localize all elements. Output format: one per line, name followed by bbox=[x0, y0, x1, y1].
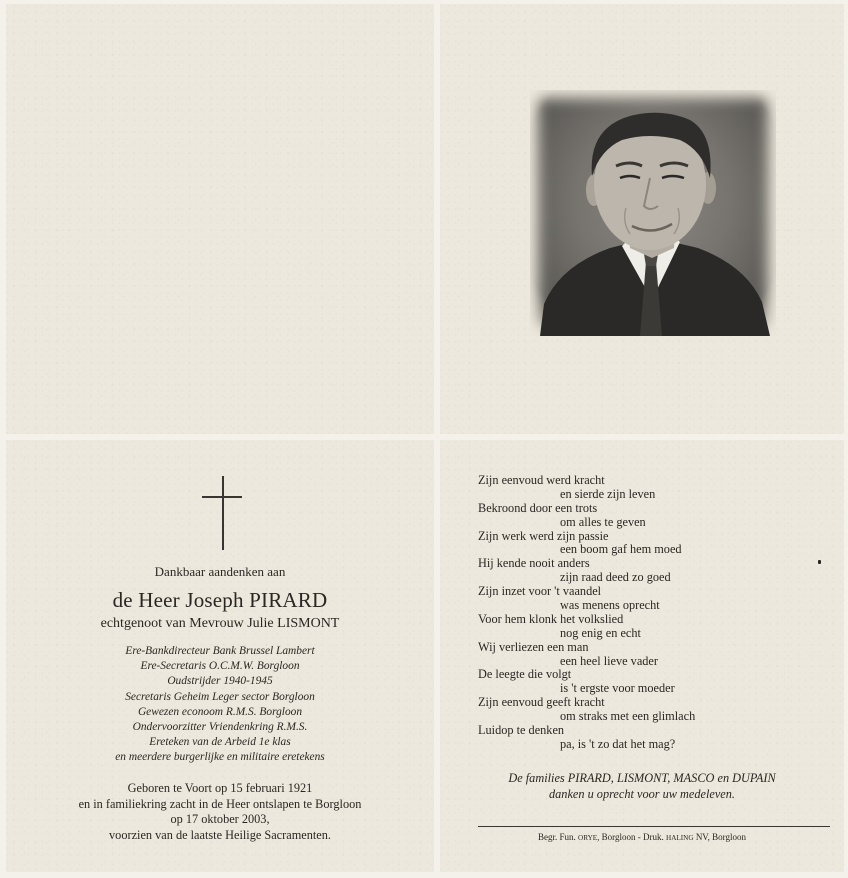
poem-line: Voor hem klonk het volkslied bbox=[478, 611, 624, 626]
poem-line: pa, is 't zo dat het mag? bbox=[560, 736, 676, 751]
printer-credit bbox=[440, 832, 844, 842]
print-speck bbox=[818, 560, 821, 564]
poem-line: De leegte die volgt bbox=[478, 667, 572, 682]
printer-suffix: NV, Borgloon bbox=[693, 832, 746, 842]
poem-line: Zijn eenvoud werd kracht bbox=[478, 473, 605, 487]
title-line: Ondervoorzitter Vriendenkring R.M.S. bbox=[132, 720, 308, 733]
card-back-left bbox=[6, 440, 434, 872]
card-front-right bbox=[440, 4, 844, 434]
printer-haling: HALING bbox=[666, 834, 694, 842]
portrait-illustration bbox=[530, 90, 776, 336]
poem-line: Wij verliezen een man bbox=[478, 639, 589, 654]
spouse-prefix: echtgenoot van Mevrouw Julie bbox=[100, 616, 278, 631]
card-front-left-blank bbox=[6, 4, 434, 434]
intro-text: Dankbaar aandenken aan bbox=[154, 564, 286, 579]
deceased-name bbox=[6, 588, 434, 613]
poem-line: om alles te geven bbox=[560, 514, 646, 529]
title-line: Gewezen econoom R.M.S. Borgloon bbox=[137, 705, 303, 718]
name-surname: PIRARD bbox=[249, 588, 328, 612]
poem-line: was menens oprecht bbox=[560, 598, 660, 613]
spouse-surname: LISMONT bbox=[277, 616, 340, 631]
poem-line: Bekroond door een trots bbox=[478, 500, 598, 515]
poem-line: zijn raad deed zo goed bbox=[560, 570, 671, 585]
card-back-right bbox=[440, 440, 844, 872]
poem-line: is 't ergste voor moeder bbox=[560, 681, 675, 696]
title-line: en meerdere burgerlijke en militaire eretekens bbox=[115, 751, 325, 764]
family-names: De families PIRARD, LISMONT, MASCO en DUPAIN bbox=[508, 771, 776, 785]
printer-middle: , Borgloon - Druk. bbox=[597, 832, 667, 842]
title-line: Secretaris Geheim Leger sector Borgloon bbox=[125, 690, 315, 703]
poem-line: en sierde zijn leven bbox=[560, 486, 656, 501]
poem-line: Hij kende nooit anders bbox=[478, 556, 590, 571]
poem-line: nog enig en echt bbox=[560, 625, 641, 640]
poem bbox=[478, 474, 695, 752]
honorary-titles bbox=[6, 644, 434, 766]
cross-icon-bar bbox=[202, 496, 242, 498]
poem-line: om straks met een glimlach bbox=[560, 709, 696, 724]
divider bbox=[478, 826, 830, 827]
poem-line: Zijn eenvoud geeft kracht bbox=[478, 695, 605, 710]
cross-icon bbox=[222, 476, 224, 550]
title-line: Ereteken van de Arbeid 1e klas bbox=[149, 736, 291, 749]
birth-death-line: en in familiekring zacht in de Heer ontslapen te Borgloon bbox=[78, 796, 362, 811]
birth-death-line: voorzien van de laatste Heilige Sacramenten. bbox=[109, 827, 331, 842]
title-line: Ere-Bankdirecteur Bank Brussel Lambert bbox=[125, 645, 315, 657]
poem-line: een boom gaf hem moed bbox=[560, 542, 682, 557]
poem-line: Zijn werk werd zijn passie bbox=[478, 528, 609, 543]
poem-line: Luidop te denken bbox=[478, 723, 565, 738]
family-thanks bbox=[440, 770, 844, 802]
birth-death-line: Geboren te Voort op 15 februari 1921 bbox=[127, 781, 313, 795]
printer-prefix: Begr. Fun. bbox=[537, 832, 578, 842]
poem-line: Zijn inzet voor 't vaandel bbox=[478, 584, 602, 599]
printer-orye: ORYE bbox=[578, 834, 598, 842]
poem-line: een heel lieve vader bbox=[560, 653, 658, 668]
birth-death-text bbox=[6, 781, 434, 843]
spouse-line bbox=[6, 616, 434, 632]
birth-death-line: op 17 oktober 2003, bbox=[170, 812, 270, 827]
thanks-line: danken u oprecht voor uw medeleven. bbox=[549, 787, 735, 801]
title-line: Oudstrijder 1940-1945 bbox=[167, 675, 273, 688]
name-prefix: de Heer Joseph bbox=[112, 588, 250, 612]
title-line: Ere-Secretaris O.C.M.W. Borgloon bbox=[140, 660, 300, 673]
portrait-photo bbox=[530, 90, 776, 336]
